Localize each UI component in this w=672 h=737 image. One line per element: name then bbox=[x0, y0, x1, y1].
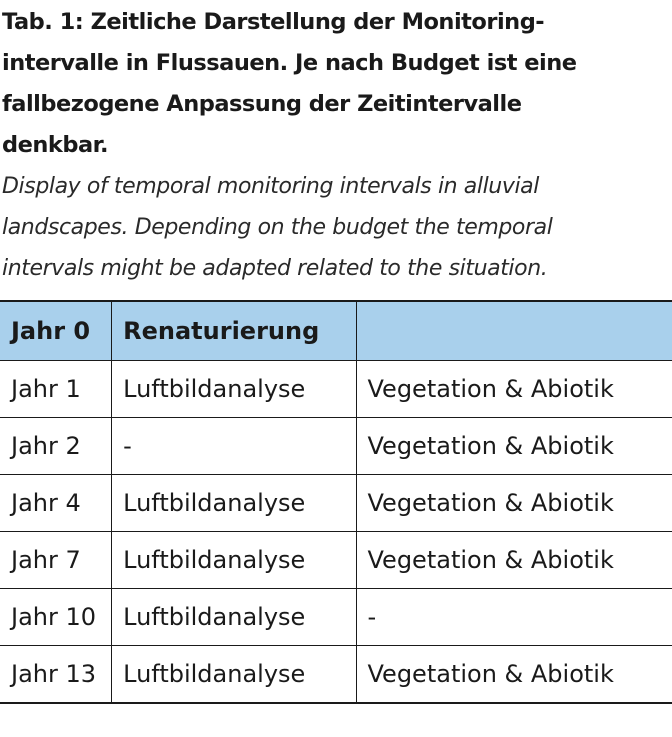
cell-year: Jahr 1 bbox=[0, 361, 112, 418]
cell-year: Jahr 13 bbox=[0, 646, 112, 704]
table-header-row bbox=[0, 301, 672, 361]
cell-year: Jahr 4 bbox=[0, 475, 112, 532]
table-row bbox=[0, 532, 672, 589]
caption-german-line: intervalle in Flussauen. Je nach Budget ist eine bbox=[2, 50, 577, 76]
caption-german-line: fallbezogene Anpassung der Zeitintervalle bbox=[2, 91, 522, 117]
caption-german-line: denkbar. bbox=[2, 132, 109, 158]
caption-german-line: Tab. 1: Zeitliche Darstellung der Monitoring- bbox=[2, 9, 545, 35]
table-row bbox=[0, 418, 672, 475]
header-cell-activity: Renaturierung bbox=[112, 301, 356, 361]
cell-year: Jahr 10 bbox=[0, 589, 112, 646]
table-row bbox=[0, 361, 672, 418]
cell-monitoring: Vegetation & Abiotik bbox=[356, 418, 672, 475]
cell-activity: - bbox=[112, 418, 356, 475]
cell-activity: Luftbildanalyse bbox=[112, 475, 356, 532]
table-row bbox=[0, 589, 672, 646]
caption-english-line: landscapes. Depending on the budget the temporal bbox=[2, 215, 553, 240]
caption-english-line: Display of temporal monitoring intervals in alluvial bbox=[2, 174, 539, 199]
header-cell-monitoring bbox=[356, 301, 672, 361]
cell-year: Jahr 2 bbox=[0, 418, 112, 475]
monitoring-interval-table bbox=[0, 300, 672, 704]
cell-monitoring: Vegetation & Abiotik bbox=[356, 475, 672, 532]
header-cell-year: Jahr 0 bbox=[0, 301, 112, 361]
cell-activity: Luftbildanalyse bbox=[112, 646, 356, 704]
cell-activity: Luftbildanalyse bbox=[112, 589, 356, 646]
cell-monitoring: - bbox=[356, 589, 672, 646]
caption-english-line: intervals might be adapted related to the situation. bbox=[2, 256, 548, 281]
table-caption bbox=[2, 2, 670, 289]
table-row bbox=[0, 646, 672, 704]
table-row bbox=[0, 475, 672, 532]
cell-activity: Luftbildanalyse bbox=[112, 532, 356, 589]
cell-monitoring: Vegetation & Abiotik bbox=[356, 361, 672, 418]
cell-year: Jahr 7 bbox=[0, 532, 112, 589]
cell-monitoring: Vegetation & Abiotik bbox=[356, 532, 672, 589]
cell-monitoring: Vegetation & Abiotik bbox=[356, 646, 672, 704]
cell-activity: Luftbildanalyse bbox=[112, 361, 356, 418]
